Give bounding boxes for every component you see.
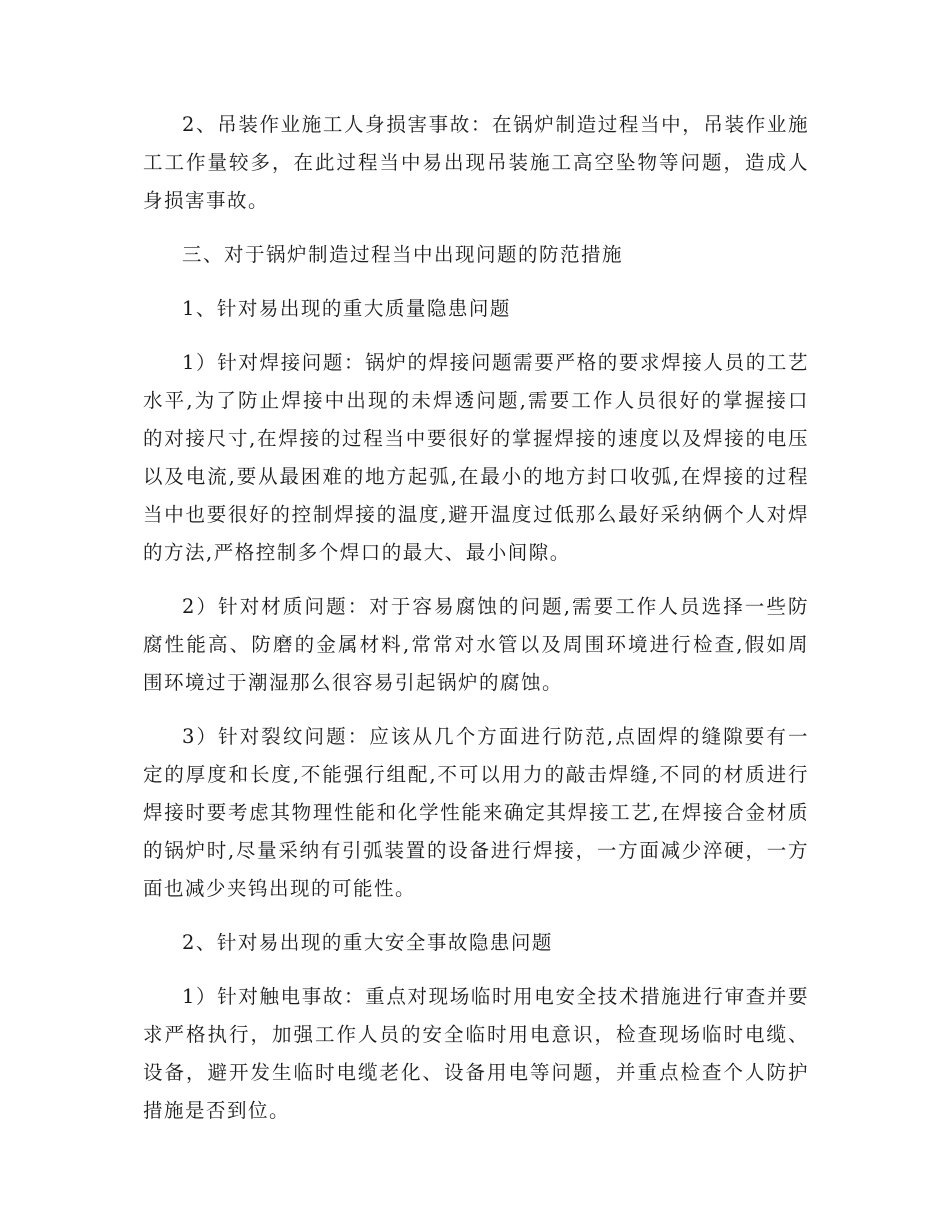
paragraph-welding: 1）针对焊接问题：锅炉的焊接问题需要严格的要求焊接人员的工艺水平,为了防止焊接中出现的未焊透问题,需要工作人员很好的掌握接口的对接尺寸,在焊接的过程当中要很好的掌握焊接的速度以及焊接的电压以及电流,要从最困难的地方起弧,在最小的地方封口收弧,在焊接的过程当中也要很好的控制焊接的温度,避开温度过低那么最好采纳俩个人对焊的方法,严格控制多个焊口的最大、最小间隙。 [143,351,809,564]
subheading-safety-hazards: 2、针对易出现的重大安全事故隐患问题 [182,931,553,954]
section-heading-prevention: 三、对于锅炉制造过程当中出现问题的防范措施 [182,243,624,266]
subheading-quality-hazards: 1、针对易出现的重大质量隐患问题 [182,297,511,320]
paragraph-cracks: 3）针对裂纹问题：应该从几个方面进行防范,点固焊的缝隙要有一定的厚度和长度,不能强行组配,不可以用力的敲击焊缝,不同的材质进行焊接时要考虑其物理性能和化学性能来确定其焊接工艺,在焊接合金材质的锅炉时,尽量采纳有引弧装置的设备进行焊接，一方面减少淬硬，一方面也减少夹钨出现的可能性。 [143,725,809,900]
document-body [143,106,809,1146]
paragraph-accident-lifting: 2、吊装作业施工人身损害事故：在锅炉制造过程当中，吊装作业施工工作量较多，在此过程当中易出现吊装施工高空坠物等问题，造成人身损害事故。 [143,113,809,212]
paragraph-electric-shock: 1）针对触电事故：重点对现场临时用电安全技术措施进行审查并要求严格执行，加强工作人员的安全临时用电意识，检查现场临时电缆、设备，避开发生临时电缆老化、设备用电等问题，并重点检查个人防护措施是否到位。 [143,985,809,1122]
paragraph-material: 2）针对材质问题：对于容易腐蚀的问题,需要工作人员选择一些防腐性能高、防磨的金属材料,常常对水管以及周围环境进行检查,假如周围环境过于潮湿那么很容易引起锅炉的腐蚀。 [143,595,809,694]
